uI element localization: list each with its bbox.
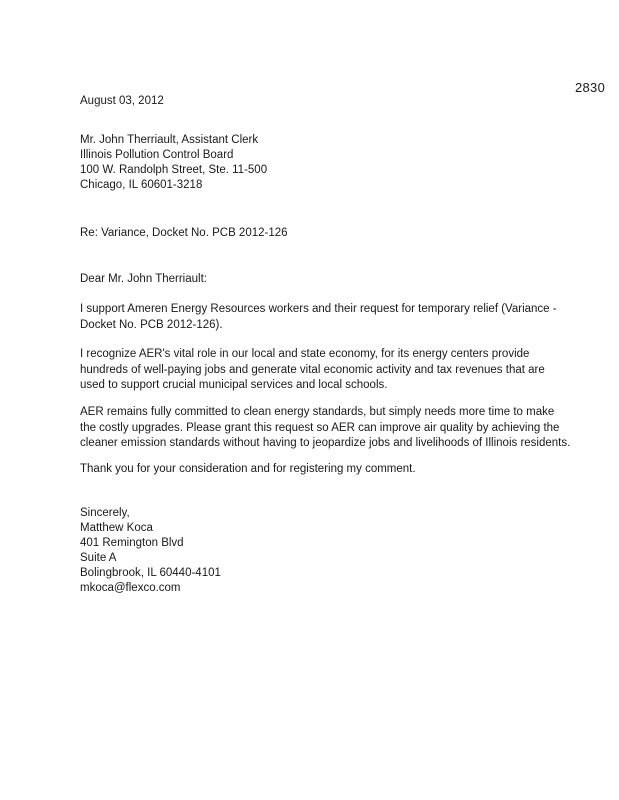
paragraph-line: Thank you for your consideration and for registering my comment. bbox=[80, 463, 416, 475]
recipient-line: Illinois Pollution Control Board bbox=[80, 149, 234, 161]
signer-suite: Suite A bbox=[80, 552, 117, 564]
signer-email: mkoca@flexco.com bbox=[80, 582, 181, 594]
salutation: Dear Mr. John Therriault: bbox=[80, 273, 207, 285]
recipient-line: 100 W. Randolph Street, Ste. 11-500 bbox=[80, 164, 268, 176]
paragraph-line: used to support crucial municipal services and local schools. bbox=[80, 379, 388, 391]
paragraph-economy bbox=[80, 347, 560, 394]
subject-line: Re: Variance, Docket No. PCB 2012-126 bbox=[80, 227, 288, 239]
letter-date: August 03, 2012 bbox=[80, 95, 164, 107]
recipient-line: Chicago, IL 60601-3218 bbox=[80, 179, 203, 191]
paragraph-line: I support Ameren Energy Resources workers and their request for temporary relief (Variance - bbox=[80, 303, 557, 315]
paragraph-line: the costly upgrades. Please grant this request so AER can improve air quality by achieving the bbox=[80, 421, 560, 434]
signer-city: Bolingbrook, IL 60440-4101 bbox=[80, 567, 221, 579]
paragraph-line: Docket No. PCB 2012-126). bbox=[80, 318, 223, 331]
page-number: 2830 bbox=[575, 80, 606, 95]
paragraph-standards bbox=[80, 405, 571, 452]
signature-block bbox=[80, 521, 221, 596]
signer-street: 401 Remington Blvd bbox=[80, 537, 184, 549]
paragraph-line: hundreds of well-paying jobs and generate vital economic activity and tax revenues that are bbox=[80, 363, 545, 376]
recipient-address bbox=[80, 133, 267, 193]
signer-name: Matthew Koca bbox=[80, 522, 153, 534]
paragraph-line: cleaner emission standards without having to jeopardize jobs and livelihoods of Illinois residents. bbox=[80, 437, 571, 449]
recipient-line: Mr. John Therriault, Assistant Clerk bbox=[80, 134, 259, 146]
paragraph-thanks bbox=[80, 462, 560, 478]
paragraph-line: I recognize AER's vital role in our local and state economy, for its energy centers provide bbox=[80, 348, 530, 360]
closing: Sincerely, bbox=[80, 507, 130, 519]
paragraph-support bbox=[80, 302, 560, 333]
paragraph-line: AER remains fully committed to clean energy standards, but simply needs more time to make bbox=[80, 406, 555, 418]
